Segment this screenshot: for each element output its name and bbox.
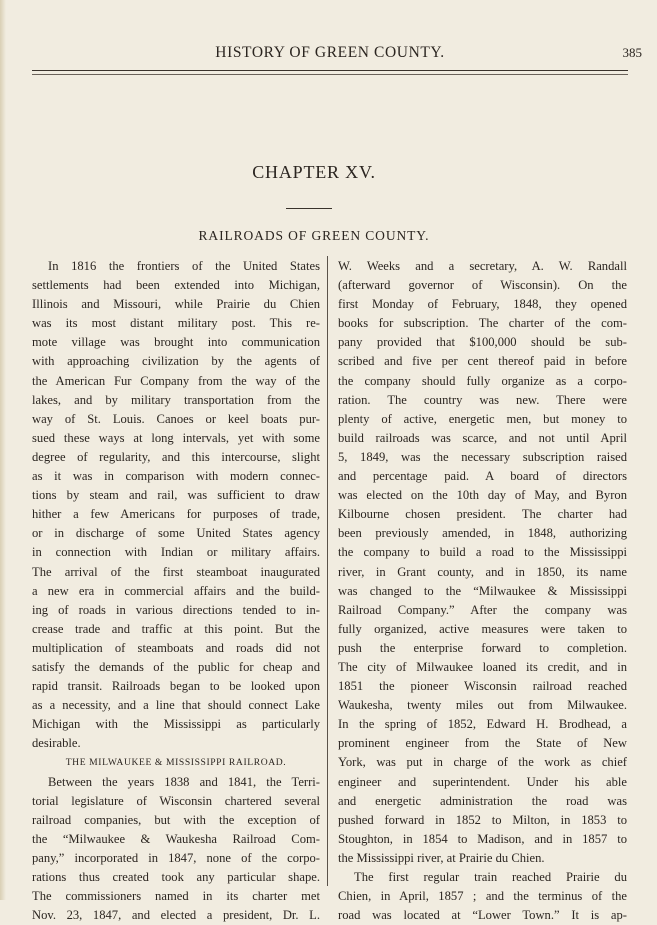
paragraph xyxy=(338,868,627,925)
text-line: the company to build a road to the Mississippi xyxy=(338,545,627,560)
text-line: in connection with Indian or military affairs. xyxy=(32,545,320,560)
running-head xyxy=(40,44,650,66)
text-line: multiplication of steamboats and roads did not xyxy=(32,640,320,655)
text-line: road was located at “Lower Town.” It is ap- xyxy=(338,908,627,923)
chapter-heading: CHAPTER XV. xyxy=(252,162,376,182)
text-line: the American Fur Company from the way of the xyxy=(32,373,320,388)
left-column xyxy=(32,257,320,925)
text-line: fully organized, active measures were taken to xyxy=(338,621,627,636)
text-line: the Mississippi river, at Prairie du Chien. xyxy=(338,850,545,865)
text-line: sued these ways at long intervals, yet with some xyxy=(32,430,320,445)
right-column xyxy=(338,257,627,925)
header-rule-thin xyxy=(32,74,628,75)
header-rule xyxy=(32,70,628,71)
text-line: plenty of active, energetic men, but money to xyxy=(338,411,627,426)
text-line: In the spring of 1852, Edward H. Brodhead, a xyxy=(338,717,627,732)
paragraph xyxy=(32,773,320,925)
text-line: ration. The country was new. There were xyxy=(338,392,627,407)
text-line: The commissioners named in its charter met xyxy=(32,889,320,904)
text-line: The city of Milwaukee loaned its credit, and in xyxy=(338,659,627,674)
text-line: Kilbourne chosen president. The charter had xyxy=(338,507,627,522)
text-line: a new era in commercial affairs and the build- xyxy=(32,583,320,598)
text-line: In 1816 the frontiers of the United States xyxy=(48,259,320,273)
text-line: build railroads was scarce, and not until April xyxy=(338,430,627,445)
text-line: crease trade and traffic at this point. But the xyxy=(32,621,320,636)
text-line: The arrival of the first steamboat inaugurated xyxy=(32,564,320,579)
text-line: was elected on the 10th day of May, and Byron xyxy=(338,488,627,503)
text-line: mote village was brought into communication xyxy=(32,335,320,350)
text-line: York, was put in charge of the work as chief xyxy=(338,755,627,770)
paragraph xyxy=(338,257,627,868)
text-line: rapid transit. Railroads began to be looked upon xyxy=(32,679,320,694)
text-line: been previously amended, in 1848, authorizing xyxy=(338,526,627,541)
text-line: settlements had been extended into Michigan, xyxy=(32,278,320,293)
text-line: as a necessity, and a line that should connect Lake xyxy=(32,698,320,713)
text-line: Nov. 23, 1847, and elected a president, Dr. L. xyxy=(32,908,320,923)
text-line: rations thus created took any particular shape. xyxy=(32,870,320,884)
text-line: prominent engineer from the State of New xyxy=(338,736,627,751)
text-line: desirable. xyxy=(32,736,81,751)
text-line: lakes, and by military transportation from the xyxy=(32,392,320,407)
text-line: The first regular train reached Prairie du xyxy=(354,870,627,884)
text-line: railroad companies, but with the exception of xyxy=(32,812,320,827)
text-line: 5, 1849, was the necessary subscription raised xyxy=(338,449,627,464)
text-line: degree of regularity, and this intercourse, slight xyxy=(32,449,320,464)
running-head-title: HISTORY OF GREEN COUNTY. xyxy=(215,44,445,61)
text-line: satisfy the demands of the public for cheap and xyxy=(32,659,320,674)
text-line: push the enterprise forward to completion. xyxy=(338,640,627,655)
text-line: pushed forward in 1852 to Milton, in 1853 to xyxy=(338,812,627,827)
page-gutter-shadow xyxy=(0,0,6,900)
section-title: RAILROADS OF GREEN COUNTY. xyxy=(198,228,430,243)
text-line: Between the years 1838 and 1841, the Terri- xyxy=(48,774,320,789)
text-line: was changed to the “Milwaukee & Mississippi xyxy=(338,583,627,598)
text-line: tions by steam and rail, was sufficient to draw xyxy=(32,488,320,503)
text-line: pany,” incorporated in 1847, none of the corpo- xyxy=(32,850,320,865)
text-line: the “Milwaukee & Waukesha Railroad Com- xyxy=(32,831,320,846)
text-line: and percentage paid. A board of directors xyxy=(338,469,627,484)
text-line: was its most distant military post. This re- xyxy=(32,316,320,331)
text-line: pany provided that $100,000 should be sub- xyxy=(338,335,627,350)
text-line: Railroad Company.” After the company was xyxy=(338,602,627,617)
text-line: Illinois and Missouri, while Prairie du Chien xyxy=(32,297,320,312)
text-line: Waukesha, twenty miles out from Milwaukee. xyxy=(338,698,627,713)
text-line: river, in Grant county, and in 1850, its name xyxy=(338,564,627,579)
page-number: 385 xyxy=(622,45,642,60)
text-line: torial legislature of Wisconsin chartered several xyxy=(32,793,320,808)
text-line: first Monday of February, 1848, they opened xyxy=(338,297,627,312)
text-line: Chien, in April, 1857 ; and the terminus of the xyxy=(338,889,627,904)
text-line: (afterward governor of Wisconsin). On the xyxy=(338,278,627,293)
text-line: the company should fully organize as a corpo- xyxy=(338,373,627,388)
text-line: 1851 the pioneer Wisconsin railroad reached xyxy=(338,679,627,694)
text-line: with approaching civilization by the agents of xyxy=(32,354,320,369)
subheading: THE MILWAUKEE & MISSISSIPPI RAILROAD. xyxy=(65,757,287,769)
paragraph xyxy=(32,257,320,753)
column-divider xyxy=(327,256,328,886)
text-line: ing of roads in various directions tended to in- xyxy=(32,602,320,617)
chapter-divider-rule xyxy=(286,208,332,209)
text-line: engineer and superintendent. Under his able xyxy=(338,774,627,789)
text-line: scribed and five per cent thereof paid in before xyxy=(338,354,627,369)
text-line: hither a few Americans for purposes of trade, xyxy=(32,507,320,522)
text-line: and energetic administration the road was xyxy=(338,793,627,808)
text-line: W. Weeks and a secretary, A. W. Randall xyxy=(338,259,627,273)
text-line: Michigan with the Mississippi as particularly xyxy=(32,717,320,732)
text-line: Stoughton, in 1854 to Madison, and in 1857 to xyxy=(338,831,627,846)
text-line: books for subscription. The charter of the com- xyxy=(338,316,627,331)
text-line: way of St. Louis. Canoes or keel boats pur- xyxy=(32,411,320,426)
text-line: as it was in comparison with modern connec- xyxy=(32,469,320,484)
text-line: or in discharge of some United States agency xyxy=(32,526,320,541)
